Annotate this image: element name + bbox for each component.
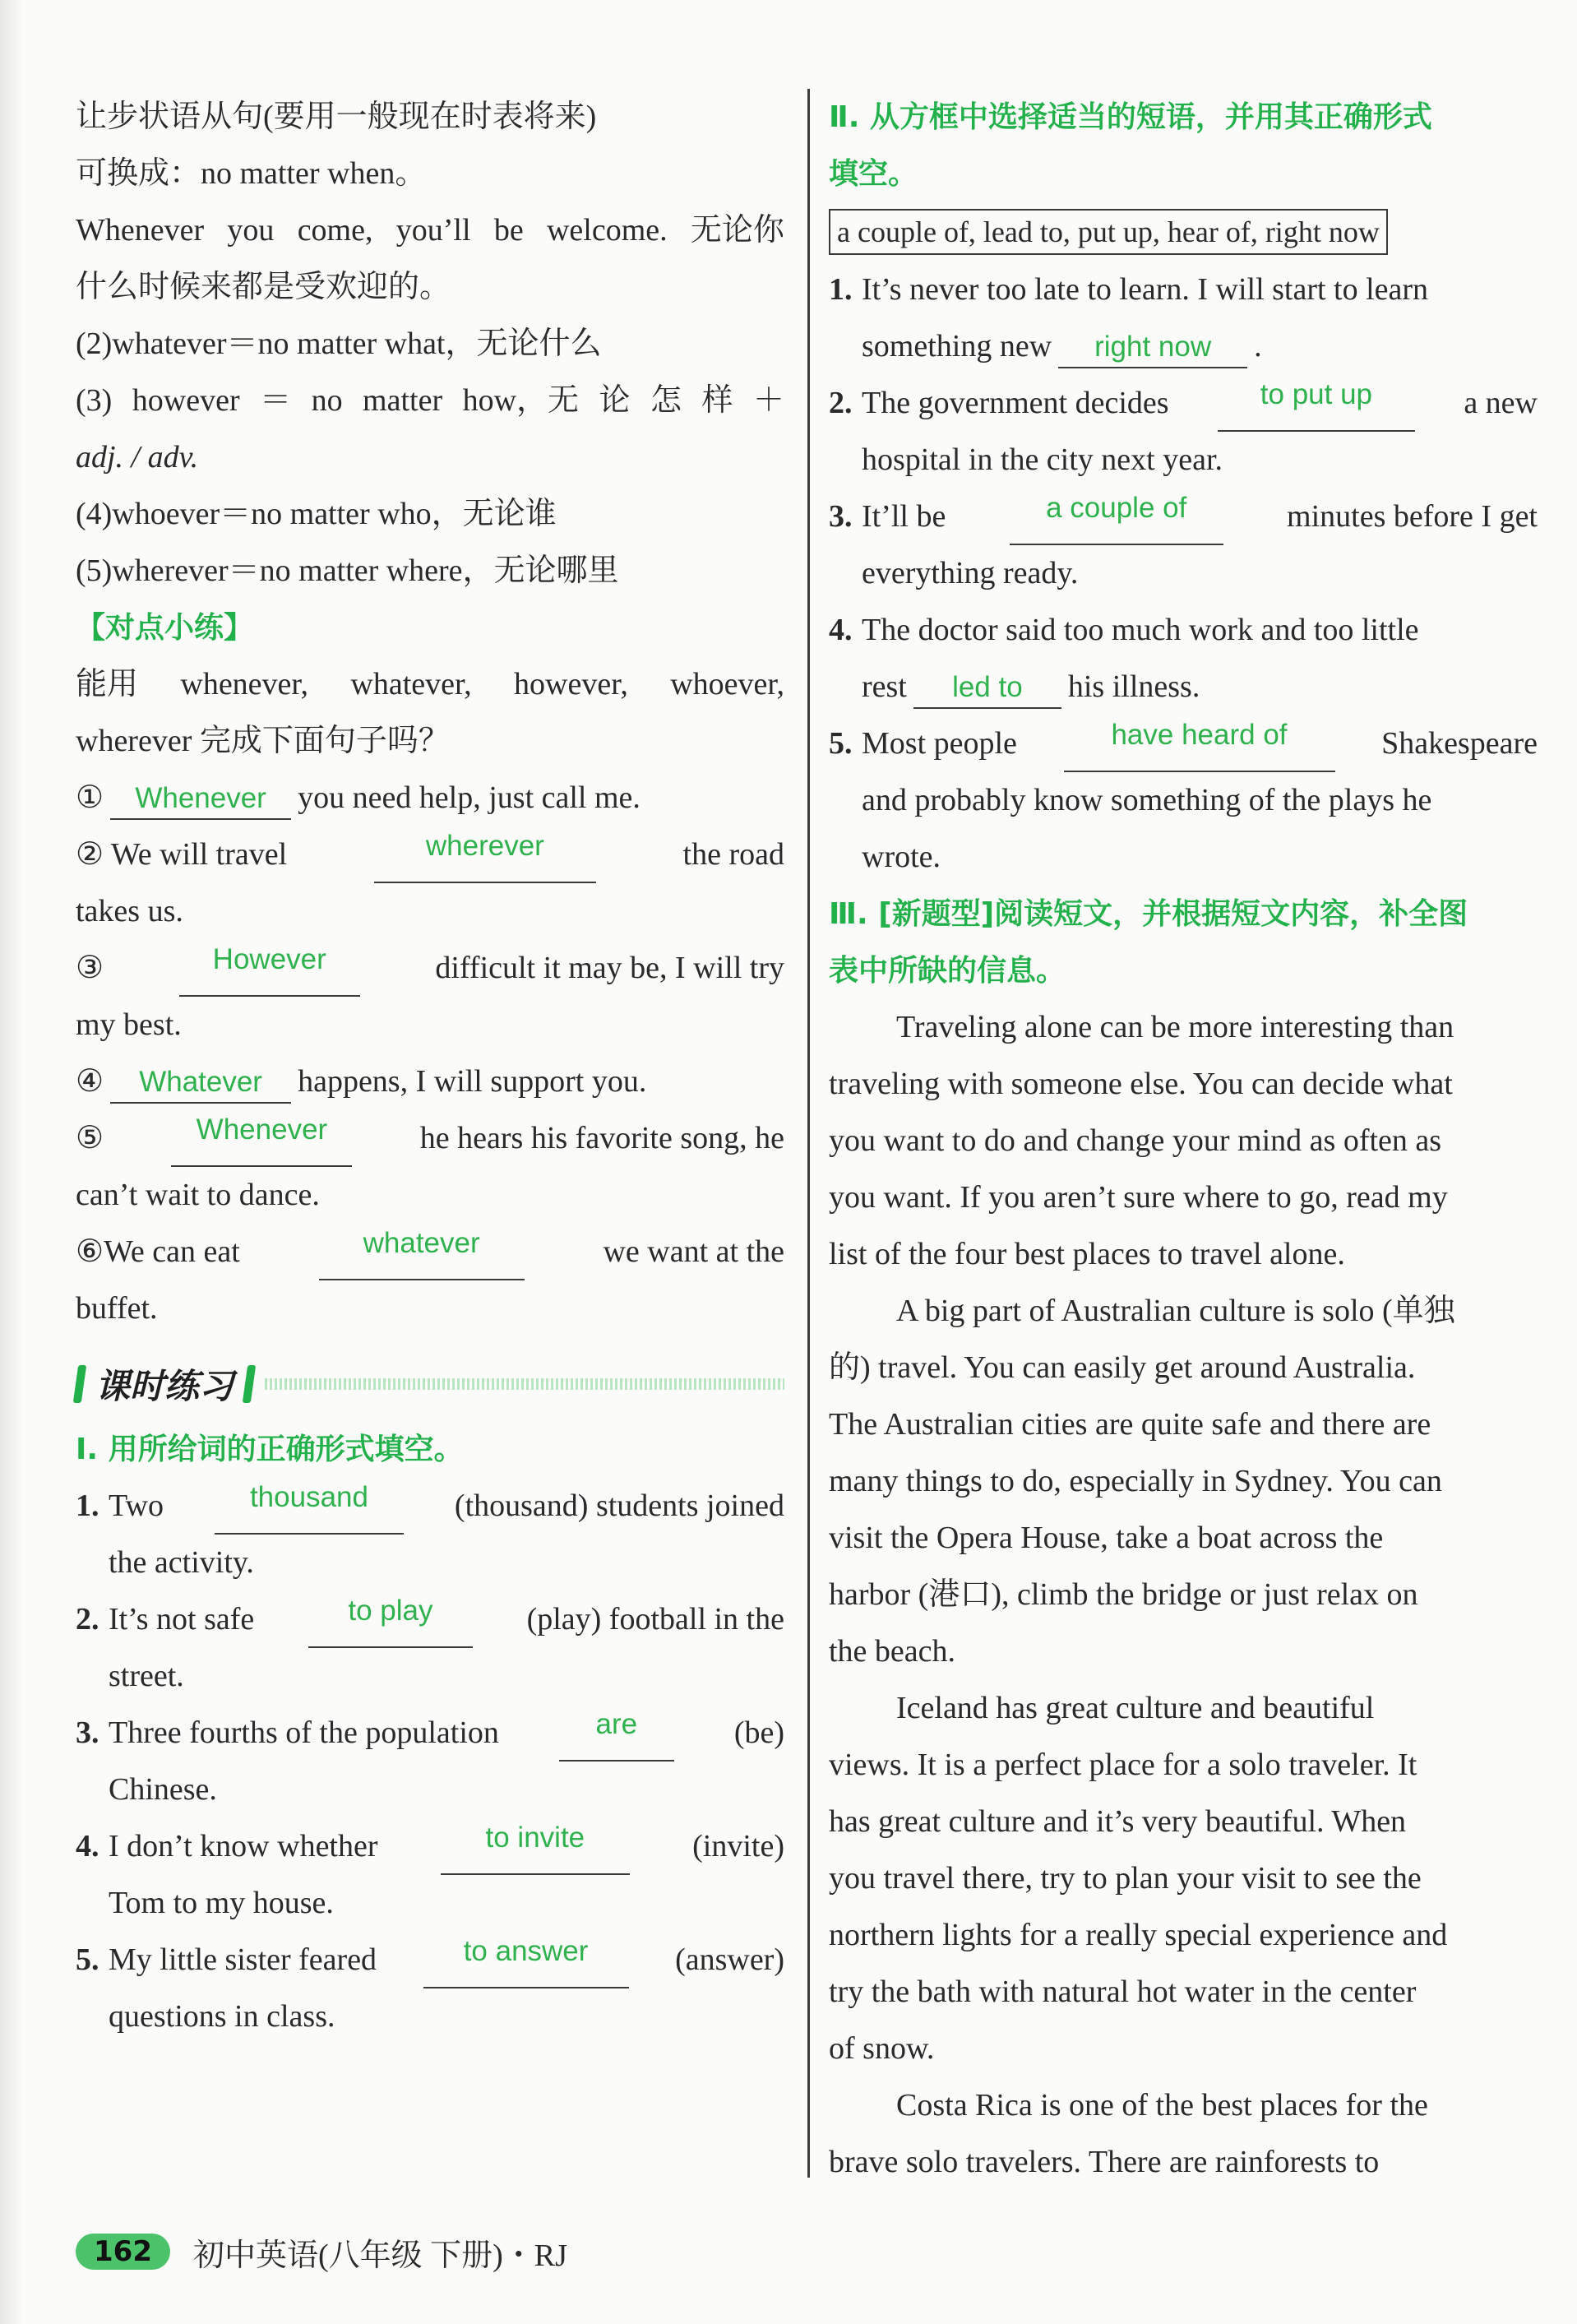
drill-item: ⑤ Whenever he hears his favorite song, he: [76, 1110, 784, 1167]
column-divider: [807, 89, 810, 2178]
passage-line: brave solo travelers. There are rainforests to: [829, 2145, 1380, 2179]
passage-line: 的) travel. You can easily get around Australia.: [829, 1350, 1416, 1385]
exercise-item: 5. Most people have heard of Shakespeare: [829, 715, 1538, 772]
passage-line: Traveling alone can be more interesting than: [896, 1010, 1454, 1044]
drill-title: 【对点小练】: [76, 611, 254, 645]
answer-blank[interactable]: to invite: [441, 1818, 630, 1875]
exercise-cont: the activity.: [109, 1545, 254, 1580]
passage-line: A big part of Australian culture is solo (单独: [896, 1294, 1455, 1328]
exercise-item: 4. I don’t know whether to invite (invite): [76, 1818, 784, 1875]
answer-blank[interactable]: Whatever: [110, 1062, 291, 1104]
section2-title: 填空。: [829, 157, 918, 191]
answer-blank[interactable]: wherever: [374, 826, 596, 883]
exercise-item: 1. It’s never too late to learn. I will start to learn: [829, 272, 1429, 307]
passage-line: of snow.: [829, 2031, 935, 2066]
exercise-item: 4. The doctor said too much work and too little: [829, 613, 1419, 647]
answer-blank[interactable]: Whenever: [110, 779, 291, 820]
page-number: 162: [76, 2234, 170, 2270]
answer-blank[interactable]: to play: [308, 1591, 473, 1648]
answer-blank[interactable]: to put up: [1218, 375, 1415, 432]
drill-item-cont: takes us.: [76, 894, 183, 928]
passage-line: many things to do, especially in Sydney. You can: [829, 1464, 1442, 1498]
passage-line: Iceland has great culture and beautiful: [896, 1691, 1375, 1725]
section3-title: Ⅲ. [新题型]阅读短文，并根据短文内容，补全图: [829, 897, 1468, 931]
exercise-cont: street.: [109, 1659, 184, 1693]
phrase-box: a couple of, lead to, put up, hear of, right now: [829, 209, 1388, 255]
exercise-item: 2. The government decides to put up a new: [829, 375, 1538, 432]
practice-title: 课时练习: [95, 1366, 234, 1406]
note-line: (3) however ＝ no matter how，无 论 怎 样 ＋: [76, 383, 784, 418]
section1: [76, 1421, 784, 2045]
passage-line: you travel there, try to plan your visit to see the: [829, 1861, 1422, 1896]
passage-line: visit the Opera House, take a boat across the: [829, 1521, 1384, 1555]
drill-item-cont: can’t wait to dance.: [76, 1178, 320, 1212]
note-line: adj. / adv.: [76, 440, 199, 475]
exercise-cont: wrote.: [862, 840, 941, 874]
passage-line: list of the four best places to travel alone.: [829, 1237, 1345, 1271]
practice-header: [76, 1355, 784, 1413]
right-column: [829, 89, 1538, 2191]
passage-line: you want. If you aren’t sure where to go, read my: [829, 1180, 1448, 1215]
note-line: 让步状语从句(要用一般现在时表将来): [76, 100, 597, 134]
passage-line: has great culture and it’s very beautiful. When: [829, 1804, 1407, 1839]
passage-line: traveling with someone else. You can decide what: [829, 1067, 1453, 1101]
exercise-item: 3. It’ll be a couple of minutes before I get: [829, 488, 1538, 545]
exercise-item: 3. Three fourths of the population are (be): [76, 1705, 784, 1762]
passage-line: views. It is a perfect place for a solo traveler. It: [829, 1748, 1417, 1782]
note-line: (2)whatever＝no matter what，无论什么: [76, 326, 602, 361]
note-line: 什么时候来都是受欢迎的。: [76, 270, 451, 304]
answer-blank[interactable]: whatever: [319, 1224, 525, 1280]
passage-line: harbor (港口), climb the bridge or just relax on: [829, 1577, 1418, 1612]
section2-title: Ⅱ. 从方框中选择适当的短语，并用其正确形式: [829, 100, 1432, 134]
drill-item: ① Whenever you need help, just call me.: [76, 770, 784, 826]
answer-blank[interactable]: a couple of: [1010, 488, 1223, 545]
passage-line: you want to do and change your mind as often as: [829, 1123, 1442, 1158]
passage-line: northern lights for a really special experience and: [829, 1918, 1448, 1952]
answer-blank[interactable]: Whenever: [171, 1110, 352, 1167]
drill-intro: 能用 whenever, whatever, however, whoever,: [76, 667, 784, 701]
exercise-cont: Chinese.: [109, 1772, 217, 1807]
note-line: Whenever you come, you’ll be welcome. 无论你: [76, 213, 784, 248]
answer-blank[interactable]: have heard of: [1064, 715, 1335, 772]
left-column: [76, 89, 784, 1337]
note-line: (5)wherever＝no matter where，无论哪里: [76, 553, 619, 588]
header-bar-right: [243, 1365, 256, 1403]
header-bar-left: [73, 1365, 86, 1403]
note-line: (4)whoever＝no matter who，无论谁: [76, 497, 557, 531]
section3-title: 表中所缺的信息。: [829, 954, 1066, 988]
exercise-cont: Tom to my house.: [109, 1886, 334, 1920]
drill-item: ③ However difficult it may be, I will try: [76, 940, 784, 997]
section1-title: Ⅰ. 用所给词的正确形式填空。: [76, 1433, 464, 1466]
exercise-cont: everything ready.: [862, 556, 1079, 590]
answer-blank[interactable]: to answer: [423, 1932, 629, 1988]
exercise-cont: something new right now .: [829, 318, 1538, 375]
answer-blank[interactable]: right now: [1058, 327, 1247, 368]
exercise-item: 2. It’s not safe to play (play) football in the: [76, 1591, 784, 1648]
passage-line: Costa Rica is one of the best places for the: [896, 2088, 1428, 2123]
header-dotted-rule: [265, 1378, 784, 1390]
exercise-cont: questions in class.: [109, 1999, 335, 2034]
exercise-item: 1. Two thousand (thousand) students joined: [76, 1478, 784, 1535]
drill-item: ⑥We can eat whatever we want at the: [76, 1224, 784, 1280]
answer-blank[interactable]: are: [559, 1705, 674, 1762]
book-title: 初中英语(八年级 下册)・RJ: [192, 2238, 567, 2273]
answer-blank[interactable]: thousand: [215, 1478, 404, 1535]
passage-line: try the bath with natural hot water in the center: [829, 1974, 1417, 2009]
page-footer: [76, 2227, 567, 2276]
exercise-item: 5. My little sister feared to answer (answer): [76, 1932, 784, 1988]
drill-item-cont: my best.: [76, 1007, 182, 1042]
note-line: 可换成：no matter when。: [76, 156, 427, 191]
exercise-cont: hospital in the city next year.: [862, 442, 1223, 477]
exercise-cont: rest led to his illness.: [829, 659, 1538, 715]
passage-line: the beach.: [829, 1634, 956, 1669]
page-edge: [0, 0, 23, 2324]
passage-line: The Australian cities are quite safe and there are: [829, 1407, 1431, 1442]
exercise-cont: and probably know something of the plays he: [862, 783, 1432, 817]
answer-blank[interactable]: led to: [913, 668, 1061, 709]
drill-intro: wherever 完成下面句子吗？: [76, 724, 450, 758]
answer-blank[interactable]: However: [179, 940, 360, 997]
reading-passage: [829, 999, 1538, 2191]
drill-item: ② We will travel wherever the road: [76, 826, 784, 883]
drill-item-cont: buffet.: [76, 1291, 158, 1326]
drill-item: ④ Whatever happens, I will support you.: [76, 1053, 784, 1110]
